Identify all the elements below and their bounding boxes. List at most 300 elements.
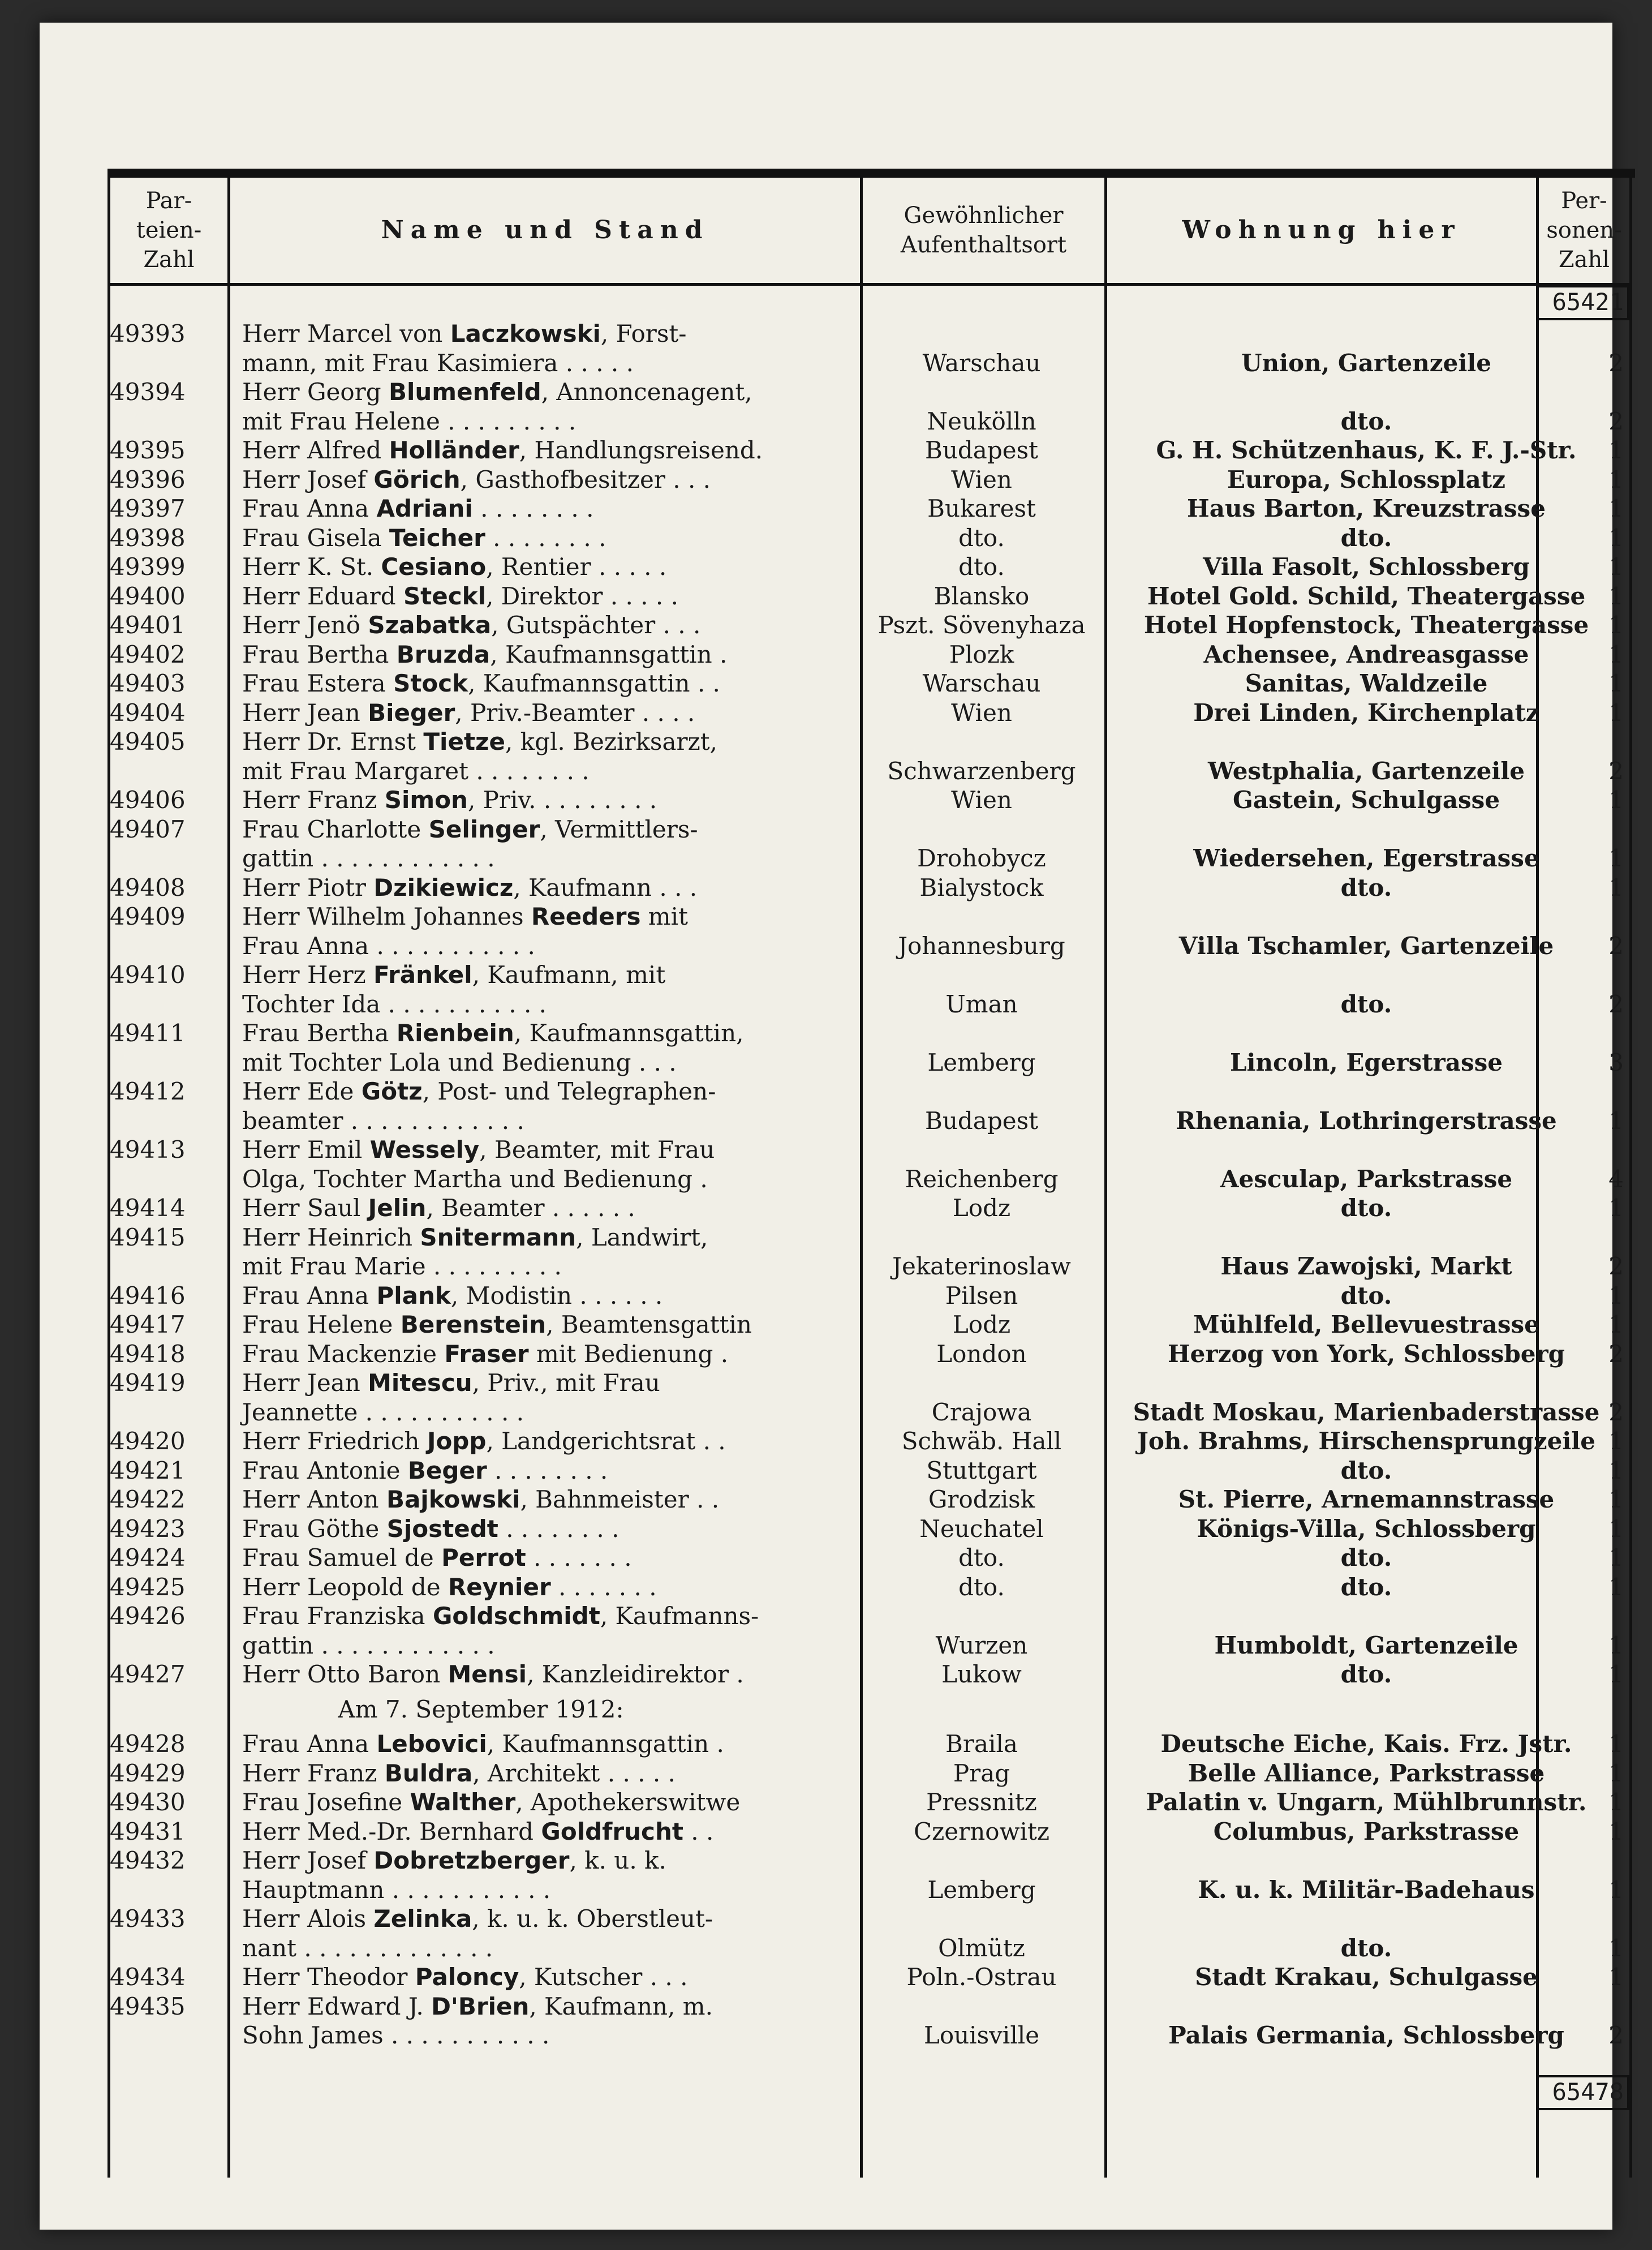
- name-prefix: Frau Franziska: [242, 1602, 433, 1630]
- guest-name-and-status: [242, 1759, 842, 1788]
- register-entry: [107, 640, 1635, 669]
- name-suffix: , Kaufmannsgattin .: [487, 1730, 724, 1758]
- name-prefix: Herr Piotr: [242, 873, 374, 901]
- name-suffix: , Kaufmann . . .: [513, 873, 698, 901]
- party-number: 49412: [110, 1077, 186, 1105]
- name-prefix: Herr Wilhelm Johannes: [242, 903, 531, 930]
- surname: Bajkowski: [386, 1485, 520, 1513]
- closing-total: 65478: [1539, 2075, 1629, 2110]
- guest-name-and-status: [242, 1601, 842, 1660]
- person-count: 1: [1608, 1730, 1624, 1758]
- surname: Dobretzberger: [373, 1847, 570, 1874]
- surname: Tietze: [423, 728, 505, 755]
- register-entry: [107, 1846, 1635, 1904]
- register-entry: [107, 1729, 1635, 1759]
- name-prefix: Frau Josefine: [242, 1788, 410, 1816]
- register-entry: [107, 1485, 1635, 1514]
- guest-name-and-status: [242, 1193, 842, 1223]
- register-entry: [107, 552, 1635, 582]
- name-suffix: , Gasthofbesitzer . . .: [460, 465, 711, 493]
- local-lodging: Achensee, Andreasgasse: [1203, 640, 1529, 668]
- name-suffix: . . . . . . .: [526, 1544, 632, 1571]
- guest-name-and-status: [242, 960, 842, 1019]
- surname: Jelin: [368, 1194, 427, 1222]
- name-prefix: Herr Dr. Ernst: [242, 728, 424, 755]
- person-count: 1: [1608, 1934, 1624, 1962]
- party-number: 49396: [110, 465, 186, 493]
- name-prefix: Frau Bertha: [242, 640, 397, 668]
- usual-residence: Lemberg: [927, 1048, 1036, 1076]
- register-entry: [107, 1077, 1635, 1135]
- surname: Görich: [373, 465, 461, 493]
- name-prefix: Herr Otto Baron: [242, 1660, 448, 1688]
- person-count: 1: [1608, 1514, 1624, 1543]
- name-suffix: mit Bedienung .: [528, 1339, 729, 1368]
- local-lodging: Hotel Hopfenstock, Theatergasse: [1143, 611, 1589, 639]
- surname: Reeders: [531, 903, 641, 930]
- surname: Szabatka: [368, 611, 492, 639]
- person-count: 1: [1608, 553, 1624, 581]
- party-number: 49411: [110, 1019, 186, 1047]
- party-number: 49394: [110, 378, 186, 406]
- local-lodging: St. Pierre, Arnemannstrasse: [1178, 1485, 1555, 1513]
- usual-residence: Budapest: [924, 436, 1038, 464]
- guest-name-and-status: [242, 698, 842, 728]
- person-count: 2: [1608, 1398, 1624, 1426]
- name-prefix: Herr Georg: [242, 378, 389, 406]
- usual-residence: Wien: [951, 786, 1012, 814]
- register-entry: [107, 960, 1635, 1019]
- surname: Stock: [393, 669, 468, 697]
- local-lodging: Haus Zawojski, Markt: [1220, 1252, 1512, 1280]
- guest-name-and-status: [242, 1846, 842, 1904]
- usual-residence: Schwarzenberg: [887, 757, 1076, 785]
- name-suffix: , Bahnmeister . .: [520, 1485, 720, 1513]
- guest-name-and-status: [242, 1817, 842, 1847]
- person-count: 1: [1608, 1788, 1624, 1816]
- person-count: 1: [1608, 495, 1624, 522]
- person-count: 1: [1608, 1544, 1624, 1571]
- usual-residence: Czernowitz: [914, 1817, 1049, 1845]
- local-lodging: Drei Linden, Kirchenplatz: [1193, 698, 1539, 727]
- surname: Cesiano: [381, 553, 487, 581]
- name-prefix: Herr Eduard: [242, 582, 403, 610]
- person-count: 1: [1608, 1456, 1624, 1484]
- name-suffix: , Apothekerswitwe: [515, 1788, 741, 1816]
- party-number: 49424: [110, 1544, 186, 1571]
- register-entry: [107, 1601, 1635, 1660]
- usual-residence: Budapest: [924, 1106, 1038, 1135]
- local-lodging: dto.: [1340, 1544, 1392, 1571]
- person-count: 1: [1608, 465, 1624, 493]
- usual-residence: Wurzen: [935, 1631, 1028, 1659]
- name-suffix: , kgl. Bezirksarzt, mit Frau Margaret . . . . . . . .: [242, 728, 717, 785]
- person-count: 2: [1608, 1339, 1624, 1368]
- local-lodging: dto.: [1340, 407, 1392, 435]
- local-lodging: dto.: [1340, 1281, 1392, 1309]
- guest-name-and-status: [242, 1543, 842, 1573]
- surname: Blumenfeld: [389, 378, 541, 406]
- usual-residence: Pszt. Sövenyhaza: [877, 611, 1086, 639]
- guest-name-and-status: [242, 1310, 842, 1339]
- party-number: 49430: [110, 1788, 186, 1816]
- usual-residence: dto.: [958, 553, 1005, 581]
- usual-residence: dto.: [958, 1573, 1005, 1601]
- name-suffix: , Forst- mann, mit Frau Kasimiera . . . . .: [242, 320, 687, 377]
- name-suffix: . . . . . . . .: [485, 523, 606, 552]
- name-suffix: , Handlungsreisend.: [519, 436, 763, 464]
- name-prefix: Herr Emil: [242, 1136, 370, 1163]
- name-suffix: , Modistin . . . . . .: [450, 1281, 663, 1309]
- usual-residence: London: [936, 1339, 1027, 1368]
- guest-register-table: [107, 152, 1635, 2178]
- name-prefix: Frau Charlotte: [242, 815, 429, 843]
- name-prefix: Frau Gisela: [242, 523, 389, 552]
- local-lodging: dto.: [1340, 1934, 1392, 1962]
- register-entry: [107, 319, 1635, 377]
- name-suffix: , Post- und Telegraphen- beamter . . . . . . . . . . . .: [242, 1077, 716, 1135]
- local-lodging: K. u. k. Militär-Badehaus: [1198, 1875, 1535, 1904]
- usual-residence: Pilsen: [945, 1281, 1018, 1309]
- party-number: 49416: [110, 1281, 186, 1309]
- surname: Plank: [376, 1281, 451, 1309]
- name-suffix: , Kaufmann, mit Tochter Ida . . . . . . . . . . .: [242, 961, 666, 1018]
- name-suffix: , Beamter, mit Frau Olga, Tochter Martha und Bedienung .: [242, 1136, 715, 1193]
- register-entry: [107, 1368, 1635, 1427]
- surname: Walther: [410, 1788, 516, 1816]
- surname: Holländer: [389, 436, 519, 464]
- local-lodging: Union, Gartenzeile: [1241, 349, 1491, 377]
- register-entry: [107, 698, 1635, 728]
- surname: Sjostedt: [386, 1514, 498, 1543]
- person-count: 1: [1608, 1427, 1624, 1455]
- guest-name-and-status: [242, 1456, 842, 1485]
- register-entry: [107, 1135, 1635, 1193]
- register-entry: [107, 873, 1635, 903]
- party-number: 49414: [110, 1194, 186, 1222]
- party-number: 49393: [110, 320, 186, 347]
- local-lodging: Villa Tschamler, Gartenzeile: [1178, 931, 1554, 960]
- guest-name-and-status: [242, 1788, 842, 1817]
- guest-name-and-status: [242, 873, 842, 903]
- person-count: 2: [1608, 990, 1624, 1018]
- surname: Bruzda: [396, 640, 491, 668]
- top-rule: [107, 169, 1635, 178]
- party-number: 49419: [110, 1369, 186, 1397]
- usual-residence: Pressnitz: [926, 1788, 1037, 1816]
- name-suffix: . . . . . . . .: [472, 495, 594, 522]
- person-count: 1: [1608, 1485, 1624, 1513]
- local-lodging: Königs-Villa, Schlossberg: [1197, 1514, 1536, 1543]
- usual-residence: Lodz: [952, 1194, 1011, 1222]
- local-lodging: G. H. Schützenhaus, K. F. J.-Str.: [1156, 436, 1577, 464]
- register-entry: [107, 902, 1635, 960]
- local-lodging: Rhenania, Lothringerstrasse: [1176, 1106, 1557, 1135]
- surname: Zelinka: [373, 1905, 472, 1933]
- name-suffix: , Beamter . . . . . .: [426, 1194, 635, 1222]
- party-number: 49404: [110, 698, 186, 727]
- register-entry: [107, 494, 1635, 523]
- party-number: 49420: [110, 1427, 186, 1455]
- register-entry: [107, 1817, 1635, 1847]
- guest-name-and-status: [242, 1223, 842, 1281]
- person-count: 1: [1608, 1963, 1624, 1991]
- local-lodging: Westphalia, Gartenzeile: [1207, 757, 1525, 785]
- name-prefix: Herr Herz: [242, 961, 374, 989]
- register-entry: [107, 377, 1635, 436]
- usual-residence: Plozk: [949, 640, 1014, 668]
- register-entry: [107, 1992, 1635, 2050]
- local-lodging: Europa, Schlossplatz: [1227, 465, 1505, 493]
- surname: Fränkel: [373, 961, 472, 989]
- name-prefix: Frau Anna: [242, 495, 377, 522]
- usual-residence: dto.: [958, 1544, 1005, 1571]
- name-prefix: Herr Franz: [242, 1759, 385, 1787]
- usual-residence: Lukow: [941, 1660, 1022, 1688]
- register-entry: [107, 1223, 1635, 1281]
- name-suffix: . . . . . . .: [550, 1573, 657, 1601]
- surname: Rienbein: [396, 1019, 514, 1047]
- guest-name-and-status: [242, 1904, 842, 1963]
- register-entry: [107, 1543, 1635, 1573]
- register-entry: [107, 1427, 1635, 1456]
- surname: Lebovici: [376, 1730, 487, 1758]
- party-number: 49395: [110, 436, 186, 464]
- surname: Selinger: [428, 815, 540, 843]
- person-count: 2: [1608, 2021, 1624, 2049]
- usual-residence: Stuttgart: [926, 1456, 1037, 1484]
- name-prefix: Frau Anna: [242, 1281, 377, 1309]
- guest-name-and-status: [242, 1077, 842, 1135]
- name-prefix: Herr Jean: [242, 1369, 368, 1397]
- guest-name-and-status: [242, 1992, 842, 2050]
- usual-residence: Olmütz: [938, 1934, 1025, 1962]
- usual-residence: dto.: [958, 523, 1005, 552]
- register-entry: [107, 611, 1635, 640]
- local-lodging: Haus Barton, Kreuzstrasse: [1187, 495, 1546, 522]
- surname: Buldra: [384, 1759, 473, 1787]
- header-party-number: Par- teien- Zahl: [136, 188, 202, 273]
- party-number: 49417: [110, 1311, 186, 1338]
- party-number: 49422: [110, 1485, 186, 1513]
- local-lodging: dto.: [1340, 1194, 1392, 1222]
- name-suffix: , Vermittlers- gattin . . . . . . . . . . . .: [242, 815, 698, 872]
- surname: Steckl: [403, 582, 486, 610]
- surname: Goldfrucht: [541, 1817, 683, 1845]
- register-entry: [107, 1310, 1635, 1339]
- register-entry: [107, 465, 1635, 495]
- party-number: 49401: [110, 611, 186, 639]
- header-persons: Per- sonen- Zahl: [1546, 188, 1622, 273]
- party-number: 49415: [110, 1223, 186, 1251]
- name-suffix: , Priv. . . . . . . . .: [467, 786, 657, 814]
- name-prefix: Herr Anton: [242, 1485, 386, 1513]
- name-suffix: , Priv.-Beamter . . . .: [455, 698, 695, 727]
- party-number: 49428: [110, 1730, 186, 1758]
- local-lodging: Hotel Gold. Schild, Theatergasse: [1147, 582, 1586, 610]
- guest-name-and-status: [242, 377, 842, 436]
- surname: Beger: [407, 1456, 487, 1484]
- register-entry: [107, 523, 1635, 553]
- name-prefix: Herr Heinrich: [242, 1223, 420, 1251]
- name-prefix: Frau Estera: [242, 669, 394, 697]
- local-lodging: dto.: [1340, 523, 1392, 552]
- name-suffix: , k. u. k. Hauptmann . . . . . . . . . . .: [242, 1847, 666, 1904]
- guest-name-and-status: [242, 1135, 842, 1193]
- guest-name-and-status: [242, 611, 842, 640]
- party-number: 49435: [110, 1992, 186, 2020]
- usual-residence: Lodz: [952, 1311, 1011, 1338]
- guest-name-and-status: [242, 319, 842, 377]
- surname: Adriani: [376, 495, 473, 522]
- name-prefix: Frau Bertha: [242, 1019, 397, 1047]
- party-number: 49399: [110, 553, 186, 581]
- name-suffix: , Gutspächter . . .: [491, 611, 701, 639]
- usual-residence: Wien: [951, 465, 1012, 493]
- surname: Reynier: [448, 1573, 551, 1601]
- register-entry: [107, 1193, 1635, 1223]
- register-entry: [107, 1281, 1635, 1311]
- surname: Simon: [384, 786, 468, 814]
- name-prefix: Herr Alfred: [242, 436, 389, 464]
- name-suffix: , Direktor . . . . .: [485, 582, 678, 610]
- party-number: 49407: [110, 815, 186, 843]
- name-prefix: Herr Ede: [242, 1077, 362, 1105]
- register-entry: [107, 815, 1635, 873]
- usual-residence: Blansko: [933, 582, 1030, 610]
- name-prefix: Herr Friedrich: [242, 1427, 427, 1455]
- guest-name-and-status: [242, 669, 842, 698]
- local-lodging: dto.: [1340, 873, 1392, 901]
- guest-name-and-status: [242, 1729, 842, 1759]
- register-entry: [107, 1904, 1635, 1963]
- name-suffix: , Kanzleidirektor .: [527, 1660, 744, 1688]
- usual-residence: Grodzisk: [928, 1485, 1035, 1513]
- person-count: 2: [1608, 757, 1624, 785]
- local-lodging: Columbus, Parkstrasse: [1213, 1817, 1520, 1845]
- name-prefix: Herr K. St.: [242, 553, 381, 581]
- local-lodging: Stadt Moskau, Marienbaderstrasse: [1133, 1398, 1600, 1426]
- person-count: 1: [1608, 1281, 1624, 1309]
- name-prefix: Frau Mackenzie: [242, 1339, 445, 1368]
- party-number: 49434: [110, 1963, 186, 1991]
- register-entry: [107, 436, 1635, 465]
- name-prefix: Herr Edward J.: [242, 1992, 432, 2020]
- party-number: 49409: [110, 903, 186, 930]
- usual-residence: Reichenberg: [905, 1165, 1059, 1193]
- name-suffix: , Landwirt, mit Frau Marie . . . . . . . . .: [242, 1223, 708, 1280]
- person-count: 1: [1608, 1660, 1624, 1688]
- party-number: 49405: [110, 728, 186, 755]
- usual-residence: Warschau: [922, 349, 1041, 377]
- party-number: 49425: [110, 1573, 186, 1601]
- guest-name-and-status: [242, 1427, 842, 1456]
- usual-residence: Louisville: [923, 2021, 1040, 2049]
- party-number: 49398: [110, 523, 186, 552]
- register-entry: [107, 1456, 1635, 1485]
- header-name: Name und Stand: [381, 216, 709, 244]
- usual-residence: Schwäb. Hall: [901, 1427, 1062, 1455]
- usual-residence: Bukarest: [927, 495, 1036, 522]
- header-origin: Gewöhnlicher Aufenthaltsort: [900, 203, 1067, 258]
- guest-name-and-status: [242, 582, 842, 611]
- surname: Laczkowski: [450, 320, 601, 347]
- surname: Götz: [361, 1077, 423, 1105]
- person-count: 1: [1608, 873, 1624, 901]
- register-entry: [107, 582, 1635, 611]
- guest-name-and-status: [242, 436, 842, 465]
- name-suffix: , Kaufmannsgattin . .: [468, 669, 720, 697]
- local-lodging: dto.: [1340, 1573, 1392, 1601]
- local-lodging: Sanitas, Waldzeile: [1245, 669, 1488, 697]
- name-suffix: mit Frau Anna . . . . . . . . . . .: [242, 903, 688, 960]
- usual-residence: Bialystock: [919, 873, 1044, 901]
- name-prefix: Herr Leopold de: [242, 1573, 448, 1601]
- local-lodging: Herzog von York, Schlossberg: [1167, 1339, 1565, 1368]
- surname: Berenstein: [400, 1311, 547, 1338]
- name-suffix: , Kaufmanns- gattin . . . . . . . . . . . .: [242, 1602, 759, 1659]
- name-suffix: , Kaufmannsgattin .: [490, 640, 728, 668]
- person-count: 1: [1608, 1311, 1624, 1338]
- guest-name-and-status: [242, 1514, 842, 1544]
- name-suffix: . . . . . . . .: [498, 1514, 620, 1543]
- surname: Jopp: [427, 1427, 487, 1455]
- scanned-page: [40, 23, 1624, 2230]
- person-count: 1: [1608, 669, 1624, 697]
- person-count: 1: [1608, 1759, 1624, 1787]
- name-suffix: , k. u. k. Oberstleut- nant . . . . . . . . . . . . .: [242, 1905, 713, 1962]
- surname: Paloncy: [415, 1963, 519, 1991]
- person-count: 1: [1608, 1194, 1624, 1222]
- party-number: 49431: [110, 1817, 186, 1845]
- party-number: 49421: [110, 1456, 186, 1484]
- register-entry: [107, 1759, 1635, 1788]
- surname: Perrot: [441, 1544, 526, 1571]
- register-entry: [107, 727, 1635, 785]
- person-count: 1: [1608, 523, 1624, 552]
- usual-residence: Poln.-Ostrau: [906, 1963, 1057, 1991]
- usual-residence: Lemberg: [927, 1875, 1036, 1904]
- name-suffix: , Priv., mit Frau Jeannette . . . . . . . . . . .: [242, 1369, 660, 1426]
- person-count: 1: [1608, 582, 1624, 610]
- register-entry: [107, 1514, 1635, 1544]
- surname: Snitermann: [420, 1223, 577, 1251]
- party-number: 49413: [110, 1136, 186, 1163]
- person-count: 1: [1608, 786, 1624, 814]
- usual-residence: Neukölln: [927, 407, 1036, 435]
- party-number: 49426: [110, 1602, 186, 1630]
- usual-residence: Drohobycz: [917, 844, 1046, 872]
- person-count: 2: [1608, 349, 1624, 377]
- guest-name-and-status: [242, 1339, 842, 1369]
- header-rule: [107, 283, 1629, 286]
- name-suffix: , Kutscher . . .: [519, 1963, 688, 1991]
- local-lodging: Lincoln, Egerstrasse: [1230, 1048, 1503, 1076]
- guest-name-and-status: [242, 1485, 842, 1514]
- register-entry: [107, 1339, 1635, 1369]
- guest-name-and-status: [242, 1368, 842, 1427]
- person-count: 1: [1608, 1573, 1624, 1601]
- name-prefix: Herr Saul: [242, 1194, 368, 1222]
- name-suffix: , Landgerichtsrat . .: [486, 1427, 726, 1455]
- surname: D'Brien: [431, 1992, 530, 2020]
- guest-name-and-status: [242, 494, 842, 523]
- usual-residence: Braila: [945, 1730, 1018, 1758]
- local-lodging: Joh. Brahms, Hirschensprungzeile: [1137, 1427, 1595, 1455]
- name-suffix: , Kaufmann, m. Sohn James . . . . . . . . . . .: [242, 1992, 713, 2049]
- guest-name-and-status: [242, 1660, 842, 1689]
- local-lodging: dto.: [1340, 1456, 1392, 1484]
